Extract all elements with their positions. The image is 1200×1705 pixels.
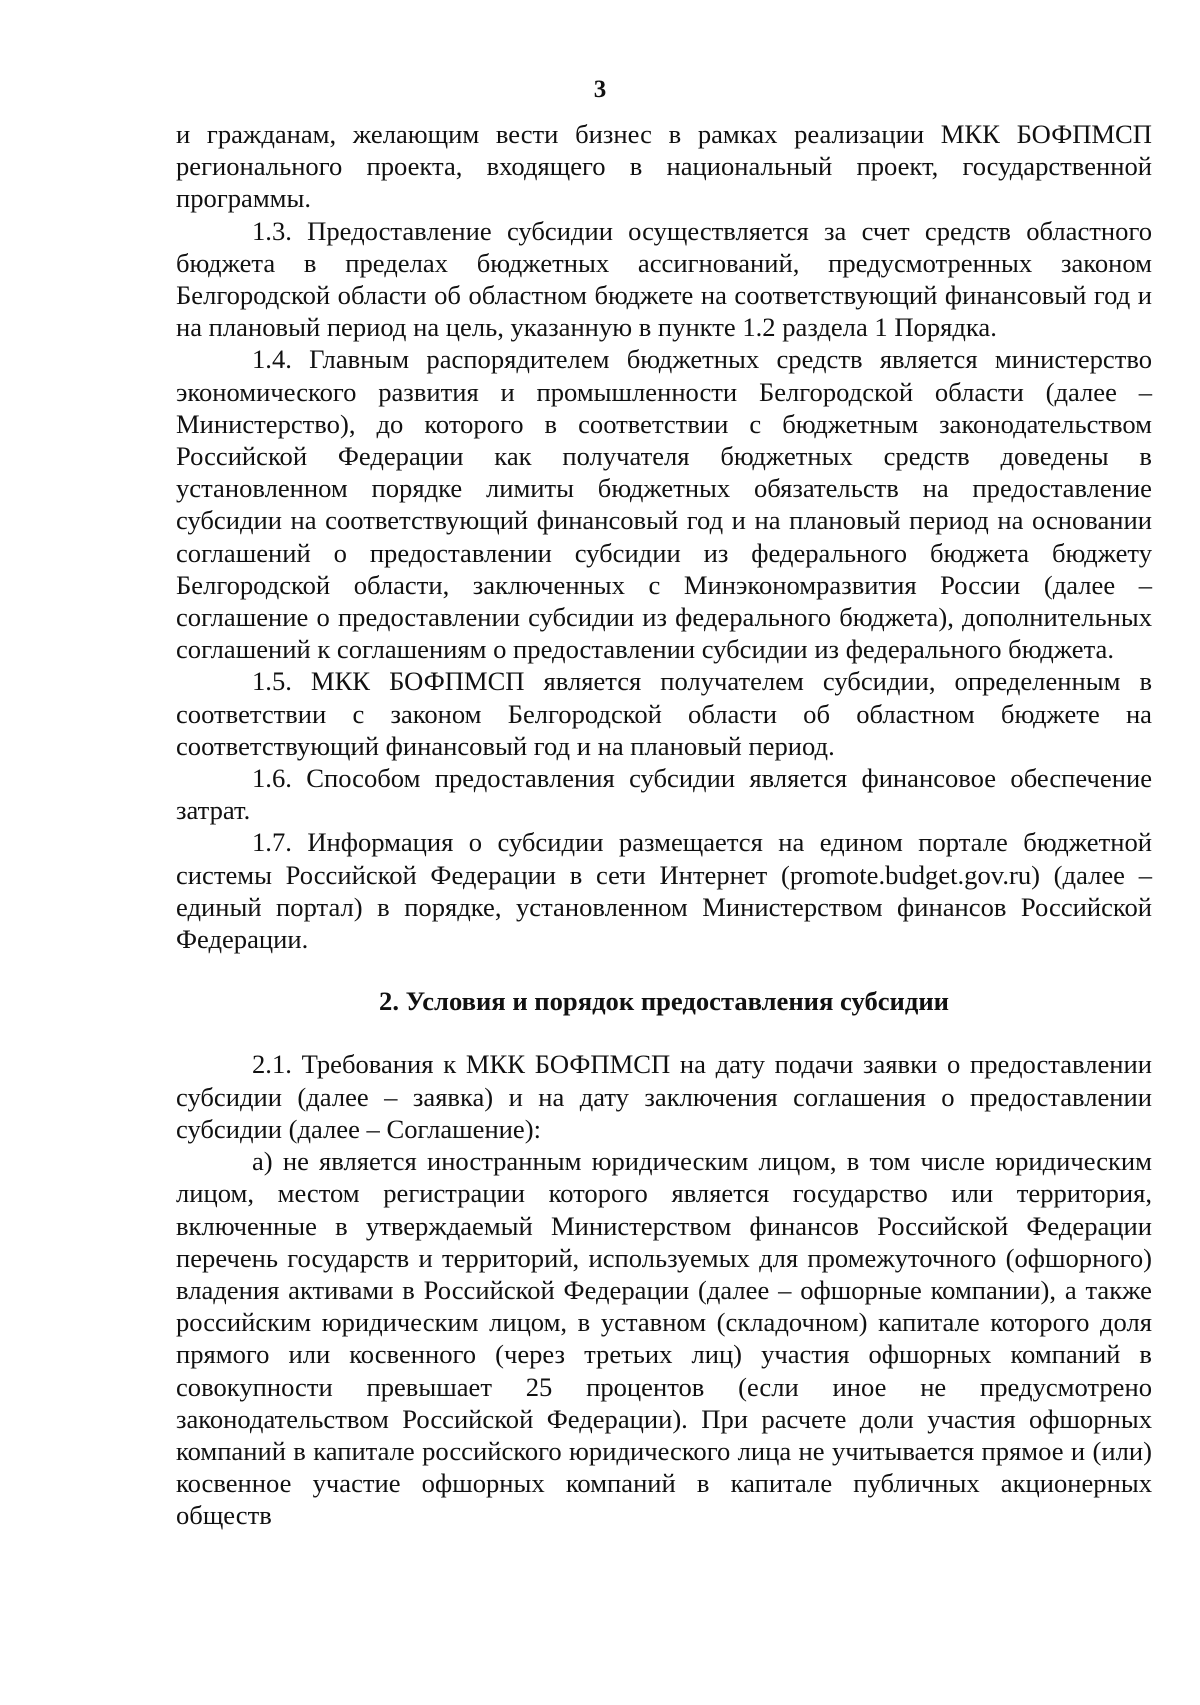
paragraph-1-3: 1.3. Предоставление субсидии осуществляется за счет средств областного бюджета в пределах бюджетных ассигнований, предусмотренных законом Белгородской области об областном бюджете на соответствующий финансовый год и на плановый период на цель, указанную в пункте 1.2 раздела 1 Порядка.	[176, 215, 1152, 343]
paragraph-1-6: 1.6. Способом предоставления субсидии является финансовое обеспечение затрат.	[176, 763, 1152, 826]
paragraph-1-7: 1.7. Информация о субсидии размещается на едином портале бюджетной системы Российской Федерации в сети Интернет (promote.budget.gov.ru) (далее – единый портал) в порядке, установленном Министерством финансов Российской Федерации.	[176, 827, 1152, 955]
paragraph-continuation: и гражданам, желающим вести бизнес в рамках реализации МКК БОФПМСП регионального проекта, входящего в национальный проект, государственной программы.	[176, 119, 1152, 214]
paragraph-1-4: 1.4. Главным распорядителем бюджетных средств является министерство экономического развития и промышленности Белгородской области (далее – Министерство), до которого в соответствии с бюджетным законодательством Российской Федерации как получателя бюджетных средств доведены в установленном порядке лимиты бюджетных обязательств на предоставление субсидии на соответствующий финансовый год и на плановый период на основании соглашений о предоставлении субсидии из федерального бюджета бюджету Белгородской области, заключенных с Минэкономразвития России (далее – соглашение о предоставлении субсидии из федерального бюджета), дополнительных соглашений к соглашениям о предоставлении субсидии из федерального бюджета.	[176, 344, 1152, 665]
section-heading-2: 2. Условия и порядок предоставления субсидии	[379, 986, 949, 1017]
paragraph-1-5: 1.5. МКК БОФПМСП является получателем субсидии, определенным в соответствии с законом Белгородской области об областном бюджете на соответствующий финансовый год и на плановый период.	[176, 666, 1152, 761]
paragraph-2-1: 2.1. Требования к МКК БОФПМСП на дату подачи заявки о предоставлении субсидии (далее – заявка) и на дату заключения соглашения о предоставлении субсидии (далее – Соглашение):	[176, 1049, 1152, 1144]
page-number: 3	[593, 76, 607, 103]
document-body	[176, 118, 1152, 1532]
paragraph-2-1-a: а) не является иностранным юридическим лицом, в том числе юридическим лицом, местом регистрации которого является государство или территория, включенные в утверждаемый Министерством финансов Российской Федерации перечень государств и территорий, используемых для промежуточного (офшорного) владения активами в Российской Федерации (далее – офшорные компании), а также российским юридическим лицом, в уставном (складочном) капитале которого доля прямого или косвенного (через третьих лиц) участия офшорных компаний в совокупности превышает 25 процентов (если иное не предусмотрено законодательством Российской Федерации). При расчете доли участия офшорных компаний в капитале российского юридического лица не учитывается прямое и (или) косвенное участие офшорных компаний в капитале публичных акционерных обществ	[176, 1146, 1152, 1531]
